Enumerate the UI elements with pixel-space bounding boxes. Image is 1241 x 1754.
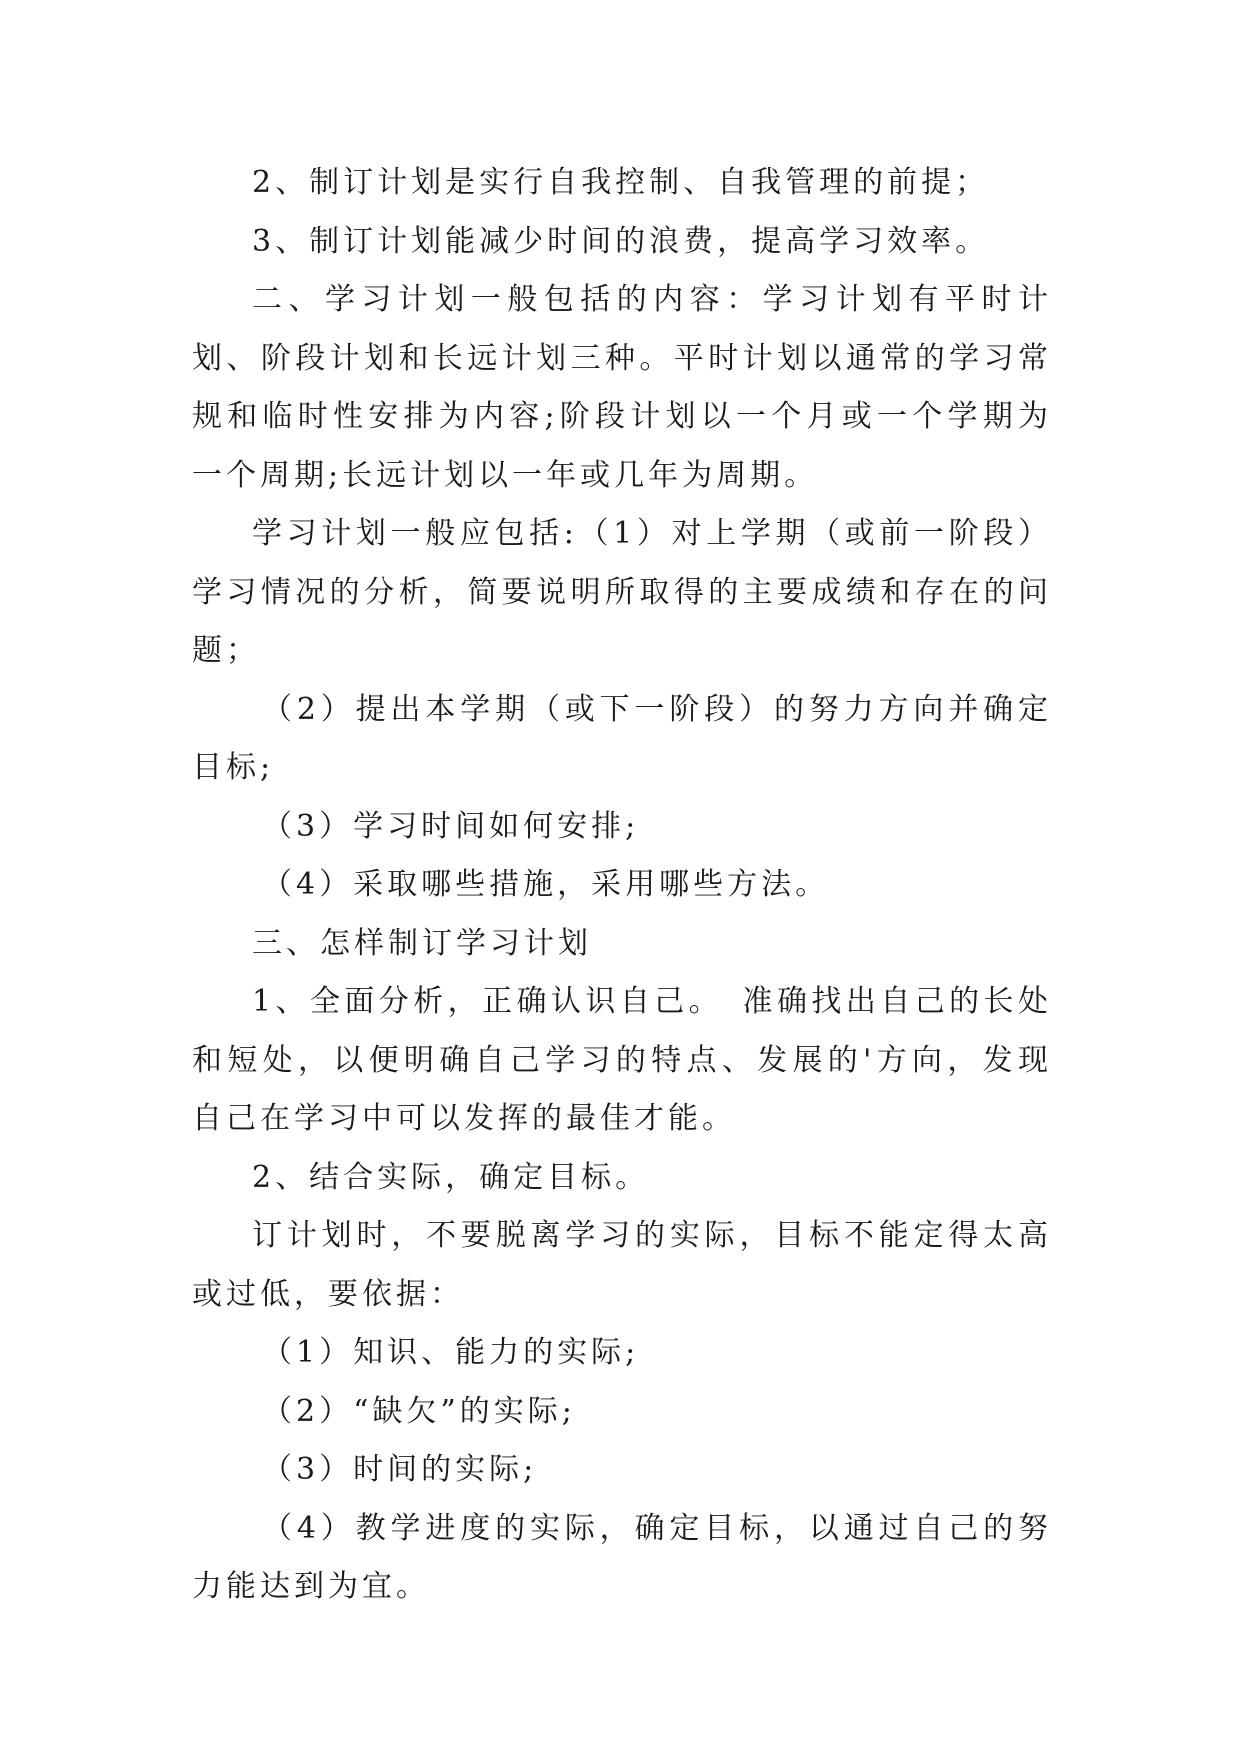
- paragraph-basis-2: （2）“缺欠”的实际;: [262, 1393, 576, 1429]
- paragraph-section-3-heading: 三、怎样制订学习计划: [252, 925, 592, 961]
- paragraph-item-2: （2）提出本学期（或下一阶段）的努力方向并确定目标;: [192, 691, 1052, 785]
- paragraph-item-3: （3）学习时间如何安排;: [262, 808, 640, 844]
- paragraph-set-goals: 2、结合实际，确定目标。: [252, 1159, 650, 1195]
- paragraph-basis-1: （1）知识、能力的实际;: [262, 1335, 640, 1370]
- paragraph-point-2: 2、制订计划是实行自我控制、自我管理的前提；: [252, 165, 990, 200]
- paragraph-point-3: 3、制订计划能减少时间的浪费，提高学习效率。: [252, 223, 990, 259]
- paragraph-plan-contents: 学习计划一般应包括:（1）对上学期（或前一阶段）学习情况的分析，简要说明所取得的主要成绩和存在的问题；: [192, 516, 1052, 668]
- paragraph-analysis: 1、全面分析，正确认识自己。 准确找出自己的长处和短处，以便明确自己学习的特点、发展的'方向，发现自己在学习中可以发挥的最佳才能。: [192, 984, 1052, 1136]
- paragraph-basis-4: （4）教学进度的实际，确定目标，以通过自己的努力能达到为宜。: [192, 1510, 1052, 1604]
- document-body: [192, 154, 1052, 1617]
- paragraph-item-4: （4）采取哪些措施，采用哪些方法。: [262, 867, 830, 902]
- paragraph-basis-3: （3）时间的实际;: [262, 1452, 538, 1487]
- paragraph-planning-basis: 订计划时，不要脱离学习的实际，目标不能定得太高或过低，要依据：: [192, 1218, 1052, 1312]
- paragraph-section-2-heading: 二、学习计划一般包括的内容：学习计划有平时计划、阶段计划和长远计划三种。平时计划以通常的学习常规和临时性安排为内容;阶段计划以一个月或一个学期为一个周期;长远计划以一年或几年为周期。: [192, 282, 1052, 493]
